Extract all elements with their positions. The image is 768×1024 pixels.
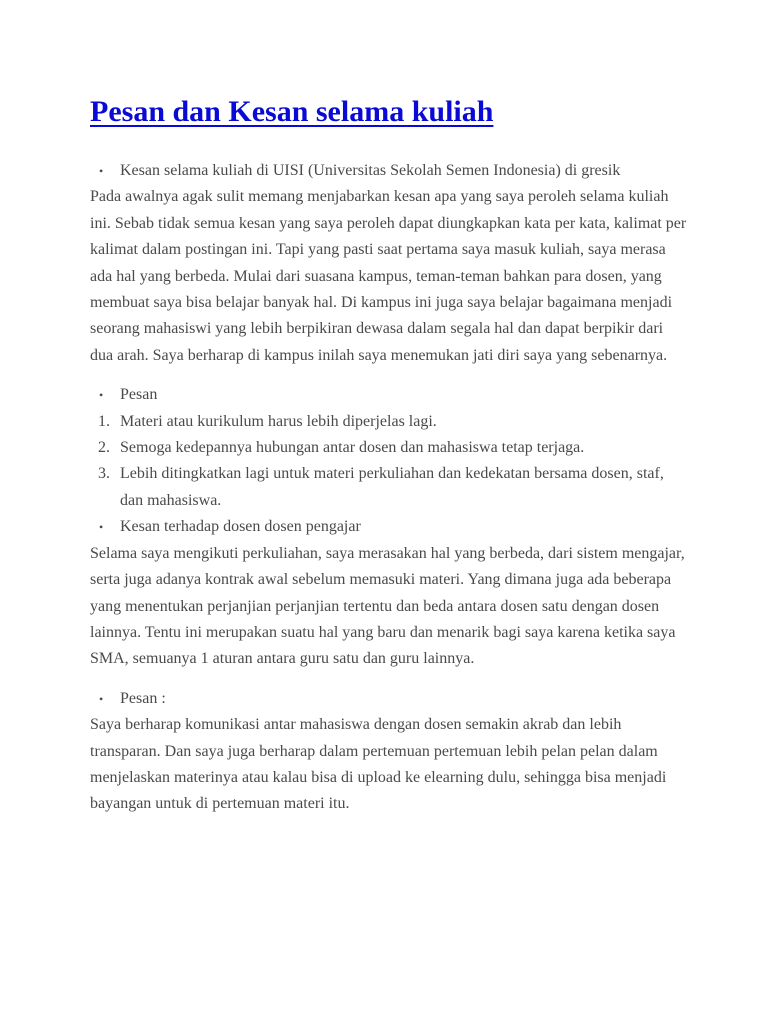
list-item-text: Lebih ditingkatkan lagi untuk materi perkuliahan dan kedekatan bersama dosen, staf, dan mahasiswa. xyxy=(120,465,664,509)
paragraph-kesan-kuliah: Pada awalnya agak sulit memang menjabarkan kesan apa yang saya peroleh selama kuliah ini. Sebab tidak semua kesan yang saya peroleh dapat diungkapkan kata per kata, kalimat per kalimat dalam postingan ini. Tapi yang pasti saat pertama saya masuk kuliah, saya merasa ada hal yang berbeda. Mulai dari suasana kampus, teman-teman bahkan para dosen, yang membuat saya bisa belajar banyak hal. Di kampus ini juga saya belajar bagaimana menjadi seorang mahasiswi yang lebih berpikiran dewasa dalam segala hal dan dapat berpikir dari dua arah. Saya berharap di kampus inilah saya menemukan jati diri saya yang sebenarnya. xyxy=(90,188,687,364)
list-number: 2. xyxy=(98,439,110,457)
paragraph-pesan-dosen: Saya berharap komunikasi antar mahasiswa dengan dosen semakin akrab dan lebih transparan. Dan saya juga berharap dalam pertemuan pertemuan lebih pelan pelan dalam menjelaskan materinya atau kalau bisa di upload ke elearning dulu, sehingga bisa menjadi bayangan untuk di pertemuan materi itu. xyxy=(90,716,667,813)
bullet-icon: • xyxy=(99,388,104,403)
page-title[interactable]: Pesan dan Kesan selama kuliah xyxy=(90,95,494,128)
bullet-item-label: Kesan selama kuliah di UISI (Universitas Sekolah Semen Indonesia) di gresik xyxy=(120,162,621,179)
list-item xyxy=(90,461,690,514)
document-page xyxy=(90,92,690,818)
bullet-item-label: Pesan xyxy=(120,386,158,404)
bullet-item-label: Kesan terhadap dosen dosen pengajar xyxy=(120,518,361,536)
list-number: 3. xyxy=(98,465,110,483)
bullet-icon: • xyxy=(99,691,104,706)
list-number: 1. xyxy=(98,412,110,430)
bullet-item-label: Pesan : xyxy=(120,689,166,707)
list-item xyxy=(90,435,690,461)
bullet-item-pesan-dosen xyxy=(90,686,690,712)
bullet-icon: • xyxy=(99,520,104,535)
bullet-icon: • xyxy=(99,164,104,178)
bullet-item-pesan xyxy=(90,382,690,408)
list-item-text: Materi atau kurikulum harus lebih diperjelas lagi. xyxy=(120,412,437,430)
bullet-item-kesan-dosen xyxy=(90,514,690,540)
paragraph-kesan-dosen: Selama saya mengikuti perkuliahan, saya merasakan hal yang berbeda, dari sistem mengajar, serta juga adanya kontrak awal sebelum memasuki materi. Yang dimana juga ada beberapa yang menentukan perjanjian perjanjian tertentu dan beda antara dosen satu dengan dosen lainnya. Tentu ini merupakan suatu hal yang baru dan menarik bagi saya karena ketika saya SMA, semuanya 1 aturan antara guru satu dan guru lainnya. xyxy=(90,544,685,668)
list-item xyxy=(90,409,690,435)
list-item-text: Semoga kedepannya hubungan antar dosen dan mahasiswa tetap terjaga. xyxy=(120,439,585,457)
bullet-item-kesan-kuliah xyxy=(90,158,690,184)
